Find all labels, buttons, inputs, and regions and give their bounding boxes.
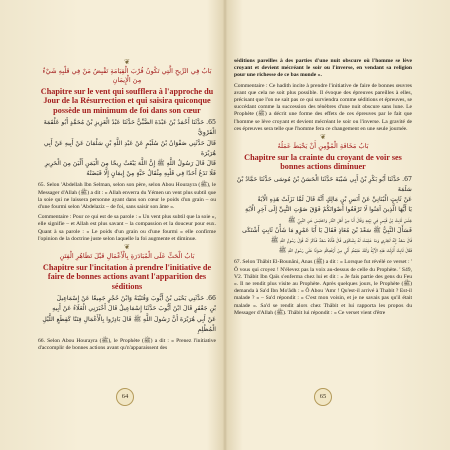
- hadith-arabic-line: 66. حَدَّثَنِي يَحْيَى بْنُ أَيُّوبَ وَقُتَيْبَةُ وَابْنُ حُجْرٍ جَمِيعًا عَنْ إِسْمَاعِيلَ: [56, 295, 216, 303]
- arabic-chapter-title: بَابُ مَخَافَةِ الْمُؤْمِنِ أَنْ يَحْبَطَ عَمَلُهُ: [277, 142, 369, 151]
- hadith-french-text: 67. Selon Thâbit El-Bounâni, Anas (ﷺ) a dit : « Lorsque fut révélé ce verset : ' Ô vous qui croyez ! N'élevez pas la voix au-dessus de celle du Prophète. ' S49, V2. Thâbit Ibn Qaïs s'enferma chez lui et dit : « Je fais partie des gens du Feu ». Il ne rendit plus visite au Prophète. Après quelques jours, le Prophète (ﷺ) demanda à Sa'd Ibn Mo'âdh : « Ô Abou 'Amr ! Qu'est-il arrivé à Thabit ? Est-il malade ? » – Sa'd répondit : « C'est mon voisin, et je ne savais pas qu'il était malade ». Sa'd se rendit alors chez Thâbit et lui rapporta les propos du Messager d'Allah (ﷺ). Thâbit lui répondit : « Ce verset vient d'être: [234, 259, 412, 316]
- hadith-arabic-line: جَلَسَ ثَابِتُ بْنُ قَيْسٍ فِي بَيْتِهِ وَقَالَ أَنَا مِنْ أَهْلِ النَّارِ وَاحْتَبَسَ عَنِ النَّبِيِّ ﷺ: [288, 216, 412, 224]
- chapter-ornament: ❦: [124, 243, 130, 252]
- hadith-arabic-line: قَالَ حَدَّثَنِي صَفْوَانُ بْنُ سُلَيْمٍ عَنْ عَبْدِ اللَّهِ بْنِ سَلْمَانَ عَنْ أَبِيهِ عَنْ أَبِي هُرَيْرَةَ: [43, 139, 216, 157]
- hadith-arabic-line: قَالَ قَالَ رَسُولُ اللَّهِ ﷺ إِنَّ اللَّهَ يَبْعَثُ رِيحًا مِنَ الْيَمَنِ أَلْيَنَ مِنَ الْحَرِيرِ: [44, 160, 216, 168]
- hadith-arabic-line: فَلَا تَدَعُ أَحَدًا فِي قَلْبِهِ مِثْقَالُ حَبَّةٍ مِنْ إِيمَانٍ إِلَّا قَبَضَتْهُ: [86, 170, 216, 178]
- chapter-heading: Chapitre sur l'incitation à prendre l'initiative de faire de bonnes actions avant l'apparition des séditions: [42, 263, 212, 291]
- right-page: [234, 58, 412, 380]
- hadith-french-text: 65. Selon 'Abdellah Ibn Selman, selon son père, selon Abou Hourayra (ﷺ), le Messager d'Allah (ﷺ) a dit : « Allah enverra du Yémen un vent plus subtil que la soie qui ne laissera personne ayant dans son cœur le poids d'un grain – ou d'une fourmi selon 'Abdelaziz – de foi, sans saisir son âme ».: [38, 182, 216, 211]
- hadith-arabic-line: عَنْ أَبِي هُرَيْرَةَ أَنَّ رَسُولَ اللَّهِ ﷺ قَالَ بَادِرُوا بِالْأَعْمَالِ فِتَنًا كَقِطَعِ اللَّيْلِ الْمُظْلِمِ: [42, 315, 216, 333]
- commentary-text: Commentaire : Ce hadith incite à prendre l'initiative de faire de bonnes œuvres avant que cela ne soit plus possible. Il évoque des épreuves pareilles à elles, précisant que l'on ne sait pas ce qui surviendra comme séditions et épreuves, se succédant comme la succession des ténèbres d'une nuit obscure sans lune. Le Prophète (ﷺ) a décrit une forme des effets de ces épreuves par le fait que l'homme se lève croyant et devient mécréant le soir ou l'inverse. La gravité de ces épreuves sera telle que l'homme fera ce changement en une seule journée.: [234, 82, 412, 132]
- chapter-heading: Chapitre sur la crainte du croyant de voir ses bonnes actions diminuer: [244, 153, 402, 172]
- arabic-chapter-title: بَابُ الْحَثِّ عَلَى الْمُبَادَرَةِ بِالْأَعْمَالِ قَبْلَ تَظَاهُرِ الْفِتَنِ: [59, 252, 195, 261]
- hadith-arabic-line: 65. حَدَّثَنَا أَحْمَدُ بْنُ عَبْدَةَ الضَّبِّيُّ حَدَّثَنَا عَبْدُ الْعَزِيزِ بْنُ مُحَمَّدٍ أَبُو عَلْقَمَةَ الْفَرْوِيُّ: [43, 119, 216, 137]
- left-page: [38, 58, 216, 380]
- hadith-french-text: 66. Selon Abou Hourayra (ﷺ), le Prophète (ﷺ) a dit : « Prenez l'initiative d'accomplir de bonnes actions avant qu'n'apparaissent des: [38, 338, 216, 352]
- hadith-arabic-line: فَقَالَ ثَابِتٌ أُنْزِلَتْ هَذِهِ الْآيَةُ وَلَقَدْ عَلِمْتُمْ أَنِّي مِنْ أَرْفَعِكُمْ صَوْتًا عَلَى رَسُولِ اللَّهِ ﷺ: [278, 247, 412, 255]
- chapter-ornament: ❦: [124, 58, 130, 66]
- chapter-ornament: ❦: [320, 133, 326, 142]
- page-number: 65: [314, 388, 332, 406]
- hadith-arabic-line: بْنِ جَعْفَرٍ قَالَ ابْنُ أَيُّوبَ حَدَّثَنَا إِسْمَاعِيلُ قَالَ أَخْبَرَنِي الْعَلَاءُ عَنْ أَبِيهِ: [52, 305, 216, 313]
- hadith-arabic-line: يَا أَيُّهَا الَّذِينَ آمَنُوا لَا تَرْفَعُوا أَصْوَاتَكُمْ فَوْقَ صَوْتِ النَّبِيِّ إِلَى آخِرِ الْآيَةِ: [245, 206, 412, 214]
- hadith-french-continuation: séditions pareilles à des parties d'une nuit obscure où l'homme se lève croyant et devient mécréant le soir ou l'inverse, en vendant sa religion pour une richesse de ce bas monde ».: [234, 58, 412, 79]
- commentary-text: Commentaire : Pour ce qui est de sa parole : « Un vent plus subtil que la soie », elle signifie – et Allah est plus savant – la compassion et la douceur pour eux. Quant à sa parole : « Le poids d'un grain ou d'une fourmi » elle confirme l'opinion de la doctrine juste selon laquelle la foi augmente et diminue.: [38, 214, 216, 242]
- hadith-arabic-line: فَسَأَلَ النَّبِيُّ ﷺ سَعْدَ بْنَ مُعَاذٍ فَقَالَ يَا أَبَا عَمْرٍو مَا شَأْنُ ثَابِتٍ أَشْتَكَى: [242, 226, 412, 234]
- page-number: 64: [116, 388, 134, 406]
- chapter-heading: Chapitre sur le vent qui soufflera à l'approche du Jour de la Résurrection et qui saisira quiconque possède un minimum de foi dans son cœur: [40, 87, 214, 115]
- hadith-arabic-line: عَنْ ثَابِتٍ الْبُنَانِيِّ عَنْ أَنَسِ بْنِ مَالِكٍ أَنَّهُ قَالَ لَمَّا نَزَلَتْ هَذِهِ الْآيَةُ: [257, 196, 412, 204]
- arabic-chapter-title: بَابُ فِي الرِّيحِ الَّتِي تَكُونُ قُرْبَ الْقِيَامَةِ تَقْبِضُ مَنْ فِي قَلْبِهِ شَيْءٌ مِنَ الْإِيمَانِ: [42, 67, 212, 84]
- hadith-arabic-line: قَالَ سَعْدٌ إِنَّهُ لَجَارِي وَمَا عَلِمْتُ لَهُ بِشَكْوَى قَالَ فَأَتَاهُ سَعْدٌ فَذَكَرَ لَهُ قَوْلَ رَسُولِ اللَّهِ ﷺ: [270, 237, 412, 245]
- hadith-arabic-line: 67. حَدَّثَنَا أَبُو بَكْرِ بْنُ أَبِي شَيْبَةَ حَدَّثَنَا الْحَسَنُ بْنُ مُوسَى حَدَّثَنَا حَمَّادُ بْنُ سَلَمَةَ: [236, 175, 412, 194]
